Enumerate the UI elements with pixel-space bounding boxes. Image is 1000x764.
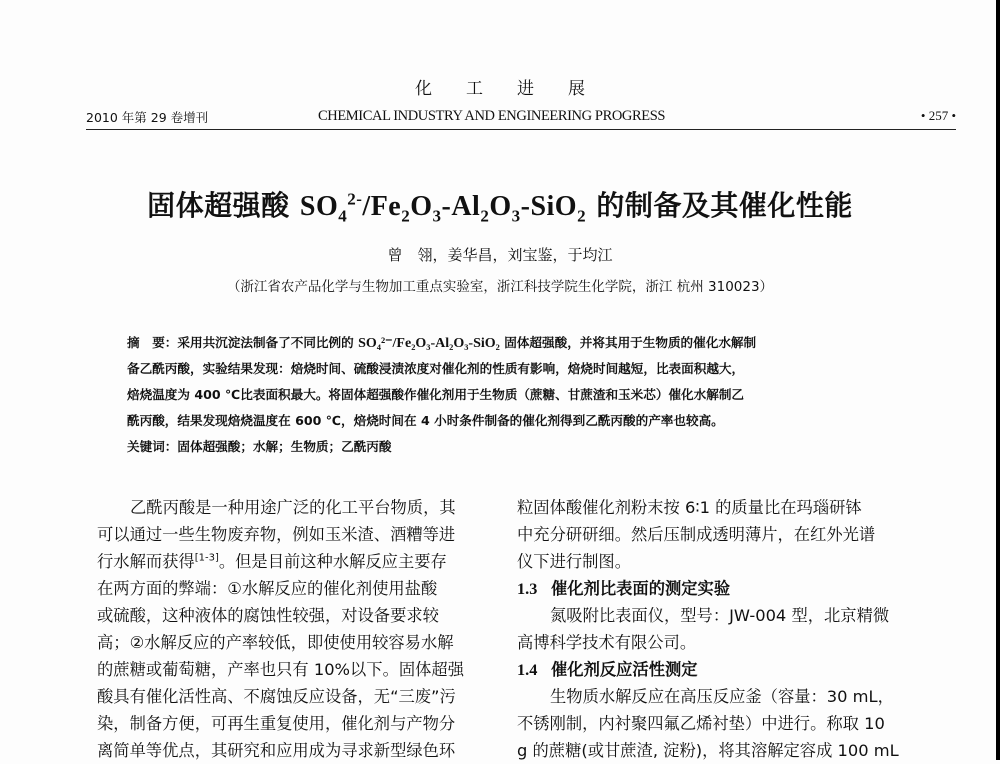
body-line: 高；②水解反应的产率较低，即使使用较容易水解 [97,633,454,652]
section-heading-1-3: 1.3 催化剂比表面的测定实验 [517,579,731,598]
body-line: 生物质水解反应在高压反应釜（容量：30 mL， [550,687,894,706]
abstract-line: 备乙酰丙酸，实验结果发现：焙烧时间、硫酸浸渍浓度对催化剂的性质有影响，焙烧时间越短，比表面积越大， [127,361,745,376]
body-line: 乙酰丙酸是一种用途广泛的化工平台物质，其 [130,498,456,517]
authors: 曾 翎，姜华昌，刘宝鉴，于均江 [387,246,613,264]
abstract-label: 摘 要： [127,335,178,350]
body-line: 仪下进行制图。 [517,552,631,571]
body-line: g 的蔗糖(或甘蔗渣, 淀粉)，将其溶解定容成 100 mL [517,741,899,760]
title-suffix: 的制备及其催化性能 [586,189,853,222]
citation[interactable]: [1-3] [194,552,219,564]
title-formula: $SO_4^{2-}/Fe_2O_3-Al_2O_3-SiO_2$ [299,189,587,226]
keywords [127,434,887,460]
issue-info: 2010 年第 29 卷增刊 [86,110,209,125]
body-line: 粒固体酸催化剂粉末按 6∶1 的质量比在玛瑙研钵 [517,498,862,517]
body-line: 氮吸附比表面仪，型号：JW-004 型，北京精微 [550,606,890,625]
title-prefix: 固体超强酸 [147,189,300,222]
header-rule [86,129,956,130]
section-heading-1-4: 1.4 催化剂反应活性测定 [517,660,698,679]
abstract-line: 焙烧温度为 400 ℃比表面积最大。将固体超强酸作催化剂用于生物质（蔗糖、甘蔗渣和玉米芯）催化水解制乙 [127,387,745,402]
journal-name-en: CHEMICAL INDUSTRY AND ENGINEERING PROGRESS [318,108,666,124]
body-line: 酸具有催化活性高、不腐蚀反应设备，无“三废”污 [97,687,456,706]
body-line: 不锈刚制，内衬聚四氟乙烯衬垫）中进行。称取 10 [517,714,885,733]
body-line: 行水解而获得[1-3]。但是目前这种水解反应主要存 [97,552,447,571]
page-number: • 257 • [920,108,956,123]
body-line: 在两方面的弊端：①水解反应的催化剂使用盐酸 [97,579,438,598]
body-line: 可以通过一些生物废弃物，例如玉米渣、酒糟等进 [97,525,456,544]
body-line: 离简单等优点，其研究和应用成为寻求新型绿色环 [97,741,456,760]
body-line: 或硫酸，这种液体的腐蚀性较强，对设备要求较 [97,606,439,625]
abstract [127,330,887,460]
keywords-label: 关键词： [127,439,178,454]
abstract-formula: SO₄²⁻/Fe₂O₃-Al₂O₃-SiO₂ [358,336,500,351]
body-column-left [97,494,497,764]
body-line: 中充分研研细。然后压制成透明薄片，在红外光谱 [517,525,876,544]
body-line: 高博科学技术有限公司。 [517,633,697,652]
body-column-right [517,494,917,764]
abstract-line: 酰丙酸，结果发现焙烧温度在 600 ℃，焙烧时间在 4 小时条件制备的催化剂得到乙酰丙酸的产率也较高。 [127,413,724,428]
article-title [0,184,1000,224]
body-line: 染，制备方便，可再生重复使用，催化剂与产物分 [97,714,456,733]
affiliation: （浙江省农产品化学与生物加工重点实验室，浙江科技学院生化学院，浙江 杭州 310023） [226,279,774,295]
body-line: 的蔗糖或葡萄糖，产率也只有 10%以下。固体超强 [97,660,464,679]
keywords-list: 固体超强酸；水解；生物质；乙酰丙酸 [177,439,392,454]
running-head [86,106,956,128]
scan-edge-bar [996,0,1000,760]
abstract-line: 摘 要：采用共沉淀法制备了不同比例的 SO₄²⁻/Fe₂O₃-Al₂O₃-SiO₂ 固体超强酸，并将其用于生物质的催化水解制 [127,335,757,351]
journal-name-cn: 化工进展 [415,79,619,99]
